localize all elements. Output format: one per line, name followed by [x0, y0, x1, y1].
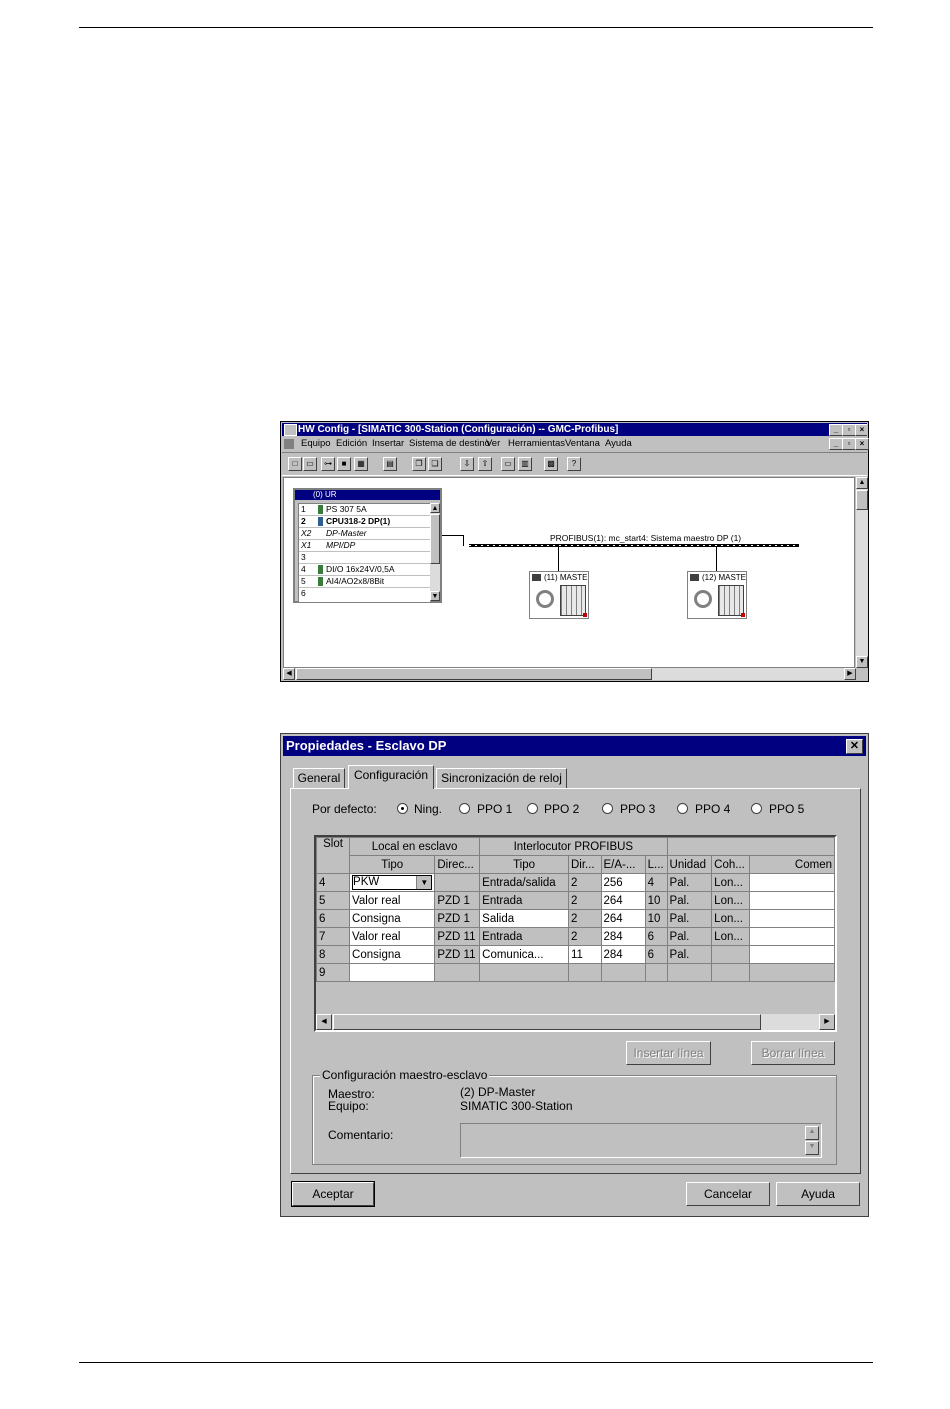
- cell-slot: 4: [317, 874, 350, 892]
- cell-coh[interactable]: Lon...: [712, 910, 750, 928]
- menu-herramientas[interactable]: Herramientas: [508, 438, 566, 449]
- cell-dir[interactable]: 11: [568, 946, 601, 964]
- radio-ppo3-label[interactable]: PPO 3: [620, 802, 656, 816]
- rack-row[interactable]: [299, 588, 430, 599]
- delete-line-button[interactable]: Borrar línea: [751, 1041, 835, 1065]
- cell-coh[interactable]: Lon...: [712, 928, 750, 946]
- cell-dir[interactable]: 2: [568, 928, 601, 946]
- cancel-button[interactable]: Cancelar: [686, 1182, 770, 1206]
- rack-window[interactable]: [293, 488, 442, 603]
- slot-config-grid[interactable]: [314, 835, 837, 1032]
- cell-direc[interactable]: [435, 874, 480, 892]
- rack-slot: 2: [301, 516, 306, 526]
- tab-configuracion[interactable]: Configuración: [348, 765, 434, 789]
- insert-line-button[interactable]: Insertar línea: [626, 1041, 711, 1065]
- drive-device-icon: [560, 585, 586, 616]
- profibus-label: PROFIBUS(1): mc_start4: Sistema maestro DP (1): [550, 533, 742, 543]
- horizontal-scroll-thumb[interactable]: [296, 668, 652, 680]
- slave-header-icon: [532, 574, 541, 581]
- rack-row[interactable]: [299, 552, 430, 564]
- cell-l[interactable]: 6: [645, 928, 667, 946]
- cell-l[interactable]: [645, 964, 667, 982]
- cell-direc[interactable]: PZD 1: [435, 910, 480, 928]
- vertical-scroll-thumb[interactable]: [856, 490, 868, 510]
- rack-slot: 3: [301, 552, 306, 562]
- cell-coh[interactable]: Lon...: [712, 874, 750, 892]
- scroll-up-icon[interactable]: ▲: [856, 477, 868, 489]
- rack-scrollbar[interactable]: [430, 503, 440, 601]
- radio-ppo2-label[interactable]: PPO 2: [544, 802, 580, 816]
- cell-unidad[interactable]: Pal.: [667, 928, 712, 946]
- table-row[interactable]: [317, 946, 835, 964]
- radio-ppo3[interactable]: [602, 803, 613, 814]
- cell-slot: 5: [317, 892, 350, 910]
- dialog-close-icon[interactable]: ✕: [846, 739, 863, 754]
- cell-tipo[interactable]: Valor real: [350, 892, 435, 910]
- network-icon[interactable]: ⊶: [321, 457, 335, 471]
- close-icon[interactable]: ×: [855, 424, 867, 436]
- cell-tipo-partner[interactable]: [480, 964, 569, 982]
- rack-module: CPU318-2 DP(1): [326, 516, 391, 526]
- cell-ea[interactable]: 264: [601, 910, 645, 928]
- cell-tipo-partner[interactable]: Comunica...: [480, 946, 569, 964]
- cell-comentario[interactable]: [749, 946, 834, 964]
- master-value: (2) DP-Master: [460, 1085, 536, 1099]
- station-value: SIMATIC 300-Station: [460, 1099, 573, 1113]
- scroll-down-icon[interactable]: ▼: [856, 656, 868, 668]
- document-icon[interactable]: [284, 439, 294, 449]
- page-top-rule: [79, 27, 873, 28]
- diagnostics-icon[interactable]: ▩: [544, 457, 558, 471]
- default-label: Por defecto:: [312, 802, 377, 816]
- comment-scroll-down-icon[interactable]: ▼: [805, 1141, 819, 1155]
- catalog-icon[interactable]: ▭: [501, 457, 515, 471]
- help-pointer-icon[interactable]: ?: [567, 457, 581, 471]
- hwconfig-window: [280, 421, 869, 682]
- radio-ppo2[interactable]: [527, 803, 538, 814]
- group-title: Configuración maestro-esclavo: [322, 1068, 488, 1082]
- cell-ea[interactable]: 284: [601, 946, 645, 964]
- help-button[interactable]: Ayuda: [776, 1182, 860, 1206]
- table-row[interactable]: [317, 928, 835, 946]
- col-header-dir[interactable]: Dir...: [568, 856, 601, 874]
- rack-slot: X1: [301, 540, 312, 550]
- profibus-line-pattern: [469, 545, 799, 546]
- radio-ppo1-label[interactable]: PPO 1: [477, 802, 513, 816]
- cell-tipo-partner[interactable]: Salida: [480, 910, 569, 928]
- slave-header-icon: [690, 574, 699, 581]
- grid-scroll-right-icon[interactable]: ▶: [819, 1014, 835, 1030]
- cell-coh[interactable]: [712, 964, 750, 982]
- cell-comentario[interactable]: [749, 892, 834, 910]
- group-header-local: Local en esclavo: [350, 838, 480, 856]
- rack-row[interactable]: [299, 540, 430, 552]
- table-row[interactable]: [317, 910, 835, 928]
- col-header-direc[interactable]: Direc...: [435, 856, 480, 874]
- download-icon[interactable]: ⇩: [460, 457, 474, 471]
- menu-insertar[interactable]: Insertar: [372, 438, 405, 449]
- rack-module: MPI/DP: [326, 540, 356, 550]
- error-marker-icon: [741, 613, 745, 617]
- new-icon[interactable]: □: [288, 457, 302, 471]
- cell-slot: 6: [317, 910, 350, 928]
- cell-slot: 8: [317, 946, 350, 964]
- drive-device-icon: [718, 585, 744, 616]
- rack-row[interactable]: [299, 576, 430, 588]
- module-icon: [318, 577, 323, 586]
- grid-scroll-thumb[interactable]: [333, 1014, 761, 1030]
- dp-slave-properties-dialog: [280, 733, 869, 1217]
- rack-slot: 4: [301, 564, 306, 574]
- cell-ea[interactable]: 256: [601, 874, 645, 892]
- cell-tipo-partner[interactable]: Entrada: [480, 892, 569, 910]
- tab-general[interactable]: General: [293, 768, 345, 788]
- slot-config-table: [316, 837, 835, 982]
- rack-row[interactable]: [299, 516, 430, 528]
- rack-module: DI/O 16x24V/0,5A: [326, 564, 395, 574]
- cell-l[interactable]: 10: [645, 910, 667, 928]
- cell-tipo-combo[interactable]: [350, 874, 435, 892]
- hwconfig-title: HW Config - [SIMATIC 300-Station (Configuración) -- GMC-Profibus]: [298, 424, 619, 435]
- compile-icon[interactable]: ▦: [354, 457, 368, 471]
- comment-field[interactable]: [460, 1123, 822, 1158]
- menu-ventana[interactable]: Ventana: [565, 438, 600, 449]
- cell-direc[interactable]: PZD 11: [435, 928, 480, 946]
- page-bottom-rule: [79, 1362, 873, 1363]
- dp-slave-12[interactable]: [687, 571, 747, 619]
- cell-comentario[interactable]: [749, 964, 834, 982]
- menu-ayuda[interactable]: Ayuda: [605, 438, 632, 449]
- rack-row[interactable]: [299, 564, 430, 576]
- rack-slot: 1: [301, 504, 306, 514]
- table-row[interactable]: [317, 892, 835, 910]
- cell-slot: 7: [317, 928, 350, 946]
- dp-connector: [463, 535, 464, 546]
- radio-ning[interactable]: [397, 803, 408, 814]
- hwconfig-titlebar: [282, 423, 867, 436]
- radio-ppo1[interactable]: [459, 803, 470, 814]
- slave-drop-line: [558, 547, 559, 571]
- col-header-comentario[interactable]: Comen: [749, 856, 834, 874]
- menu-equipo[interactable]: Equipo: [301, 438, 331, 449]
- scroll-right-icon[interactable]: ▶: [844, 668, 856, 680]
- drive-gear-icon: [536, 590, 554, 608]
- master-label: Maestro:: [328, 1087, 375, 1101]
- drive-gear-icon: [694, 590, 712, 608]
- combo-value: PKW: [353, 876, 380, 888]
- cell-dir[interactable]: 2: [568, 910, 601, 928]
- cell-direc[interactable]: PZD 1: [435, 892, 480, 910]
- group-header-blank: [667, 838, 834, 856]
- group-header-interlocutor: Interlocutor PROFIBUS: [480, 838, 667, 856]
- cell-tipo-partner[interactable]: Entrada/salida: [480, 874, 569, 892]
- cell-tipo-partner[interactable]: Entrada: [480, 928, 569, 946]
- minimize-icon[interactable]: _: [829, 424, 843, 436]
- grid-horizontal-scrollbar[interactable]: [316, 1014, 835, 1030]
- cell-ea[interactable]: 284: [601, 928, 645, 946]
- col-header-tipo-partner[interactable]: Tipo: [480, 856, 569, 874]
- cell-unidad[interactable]: Pal.: [667, 874, 712, 892]
- properties-icon[interactable]: ▥: [518, 457, 532, 471]
- cell-slot: 9: [317, 964, 350, 982]
- menu-ver[interactable]: Ver: [486, 438, 501, 449]
- error-marker-icon: [583, 613, 587, 617]
- slave-drop-line: [716, 547, 717, 571]
- rack-slot: X2: [301, 528, 312, 538]
- open-icon[interactable]: ▭: [303, 457, 317, 471]
- menu-edicion[interactable]: Edición: [336, 438, 368, 449]
- cell-unidad[interactable]: [667, 964, 712, 982]
- col-header-ea[interactable]: E/A-...: [601, 856, 645, 874]
- table-row[interactable]: [317, 964, 835, 982]
- radio-ppo4[interactable]: [677, 803, 688, 814]
- save-icon[interactable]: ■: [337, 457, 351, 471]
- child-close-icon[interactable]: ×: [855, 438, 869, 450]
- cell-l[interactable]: 6: [645, 946, 667, 964]
- hwconfig-station-canvas[interactable]: [283, 477, 855, 668]
- col-header-coh[interactable]: Coh...: [712, 856, 750, 874]
- cell-unidad[interactable]: Pal.: [667, 910, 712, 928]
- cell-l[interactable]: 10: [645, 892, 667, 910]
- copy-icon[interactable]: ❐: [412, 457, 426, 471]
- rack-row[interactable]: [299, 528, 430, 540]
- col-header-unidad[interactable]: Unidad: [667, 856, 712, 874]
- cell-tipo[interactable]: Valor real: [350, 928, 435, 946]
- hwconfig-toolbar: [282, 452, 867, 476]
- col-header-l[interactable]: L...: [645, 856, 667, 874]
- grid-scroll-left-icon[interactable]: ◀: [316, 1014, 332, 1030]
- cell-ea[interactable]: [601, 964, 645, 982]
- rack-row[interactable]: [299, 504, 430, 516]
- rack-module: PS 307 5A: [326, 504, 367, 514]
- cell-dir[interactable]: 2: [568, 874, 601, 892]
- dp-connector: [442, 535, 464, 536]
- dialog-title: Propiedades - Esclavo DP: [286, 738, 447, 753]
- tab-sincronizacion-reloj[interactable]: Sincronización de reloj: [436, 768, 567, 788]
- dp-slave-11[interactable]: [529, 571, 589, 619]
- accept-button[interactable]: Aceptar: [292, 1182, 374, 1206]
- cell-comentario[interactable]: [749, 928, 834, 946]
- module-icon: [318, 505, 323, 514]
- rack-scroll-down-icon[interactable]: ▼: [431, 593, 439, 600]
- rack-table[interactable]: [298, 503, 431, 603]
- canvas-horizontal-scrollbar[interactable]: [283, 668, 856, 680]
- col-header-slot: Slot: [317, 838, 350, 874]
- child-restore-icon[interactable]: ▫: [842, 438, 856, 450]
- table-row[interactable]: [317, 874, 835, 892]
- rack-title: (0) UR: [295, 490, 440, 500]
- rack-module: AI4/AO2x8/8Bit: [326, 576, 385, 586]
- radio-ning-label[interactable]: Ning.: [414, 802, 443, 816]
- cell-unidad[interactable]: Pal.: [667, 946, 712, 964]
- comment-label: Comentario:: [328, 1128, 394, 1142]
- paste-icon[interactable]: ❏: [428, 457, 442, 471]
- cell-coh[interactable]: Lon...: [712, 892, 750, 910]
- comment-scroll-up-icon[interactable]: ▲: [805, 1126, 819, 1140]
- cell-tipo[interactable]: [350, 964, 435, 982]
- scroll-left-icon[interactable]: ◀: [283, 668, 295, 680]
- dialog-titlebar: [283, 736, 866, 756]
- rack-scroll-thumb[interactable]: [430, 514, 440, 564]
- cell-dir[interactable]: [568, 964, 601, 982]
- cell-tipo[interactable]: Consigna: [350, 946, 435, 964]
- cell-dir[interactable]: 2: [568, 892, 601, 910]
- hwconfig-menubar: [282, 437, 867, 451]
- cell-unidad[interactable]: Pal.: [667, 892, 712, 910]
- cell-comentario[interactable]: [749, 874, 834, 892]
- menu-sistema-destino[interactable]: Sistema de destino: [409, 438, 490, 449]
- cell-coh[interactable]: [712, 946, 750, 964]
- rack-scroll-up-icon[interactable]: ▲: [431, 505, 439, 512]
- cell-direc[interactable]: [435, 964, 480, 982]
- cell-tipo[interactable]: Consigna: [350, 910, 435, 928]
- col-header-tipo[interactable]: Tipo: [350, 856, 435, 874]
- rack-slot: 6: [301, 588, 306, 598]
- cell-l[interactable]: 4: [645, 874, 667, 892]
- cell-comentario[interactable]: [749, 910, 834, 928]
- rack-module: DP-Master: [326, 528, 367, 538]
- cell-direc[interactable]: PZD 11: [435, 946, 480, 964]
- dropdown-arrow-icon[interactable]: ▼: [416, 876, 431, 889]
- upload-icon[interactable]: ⇧: [478, 457, 492, 471]
- module-icon: [318, 565, 323, 574]
- slave-label: (12) MASTE: [702, 573, 747, 582]
- slave-label: (11) MASTE: [544, 573, 588, 582]
- radio-ppo5[interactable]: [751, 803, 762, 814]
- cpu-icon: [318, 517, 323, 526]
- print-icon[interactable]: ▤: [383, 457, 397, 471]
- canvas-vertical-scrollbar[interactable]: [856, 477, 868, 668]
- radio-ppo4-label[interactable]: PPO 4: [695, 802, 731, 816]
- restore-icon[interactable]: ▫: [842, 424, 856, 436]
- app-icon: [284, 424, 297, 436]
- child-minimize-icon[interactable]: _: [829, 438, 843, 450]
- radio-ppo5-label[interactable]: PPO 5: [769, 802, 805, 816]
- station-label: Equipo:: [328, 1099, 369, 1113]
- rack-slot: 5: [301, 576, 306, 586]
- cell-ea[interactable]: 264: [601, 892, 645, 910]
